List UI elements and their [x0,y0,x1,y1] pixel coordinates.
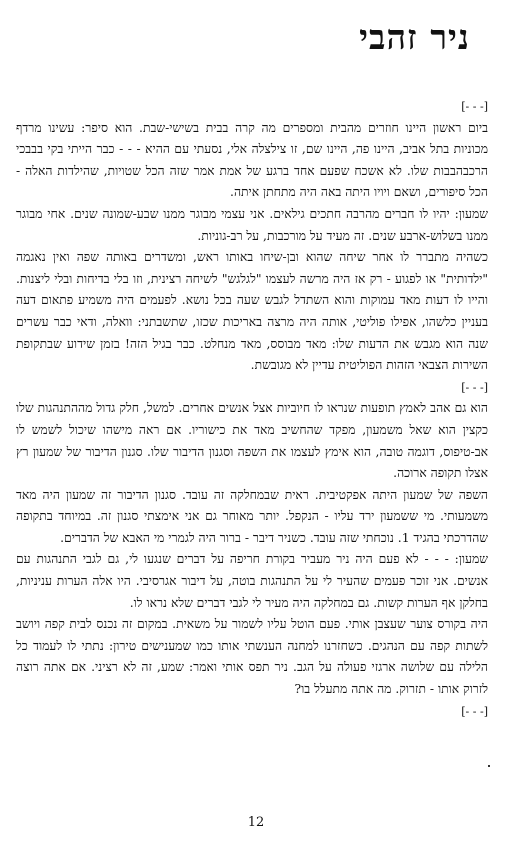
paragraph: הוא גם אהב לאמץ תופעות שנראו לו חיוביות אצל אנשים אחרים. למשל, חלק גדול מההתנהגות שלו כקצין הוא שאל משמעון, מפקד שהחשיב מאד את כישוריו. אם ראה מישהו שיכול לשמש לו אב-טיפוס, דוגמה טובה, הוא אימץ לעצמו את השפה וסגנון הדיבור שלו. סגנון הדיבור של שמעון רץ אצלו תקופה ארוכה. [16,401,488,481]
body-text [16,96,488,722]
paragraph: כשהיה מתברר לו אחר שיחה שהוא ובן-שיחו באותו ראש, ומשדרים באותה שפה ואין נאגמה "ילדותית" או לפגוע - רק אז היה מרשה לעצמו "לגלגש" לשיחה רצינית, וזו בלי בדיחות ובלי ליצנות. והייו לו דעות מאד עמוקות והוא השתדל לגבש שעה בכל נושא. לפעמים היה משמיע פתאום דעה בעניין כלשהו, אפילו פוליטי, אותה היה מרצה באריכות שכזו, שתשבתני: וואלה, ודאי כבר עשרים שנה הוא מגבש את הדעות שלו: מאד מבוסס, מאד מנחלט. כבר בגיל הזה! בזמן שידוע שבתקופת השירות הצבאי הזהות הפוליטית עדיין לא מגובשת. [16,250,488,373]
omission-marker-end: [- - -] [461,704,488,718]
omission-marker-middle: [- - -] [461,380,488,394]
page-title: ניר זהבי [359,18,470,58]
paragraph: ביום ראשון היינו חוזרים מהבית ומספרים מה קרה בבית בשישי-שבת. הוא סיפר: עשינו מרדף מכוניות בתל אביב, היינו פה, היינו שם, זו צילצלה אלי, נסעתי עם ההיא - - - כבר הייתי בקי בבבכי הרכבהבבות שלו. לא אשכח שפעם אחד ברגע של אמת אמר שזה הכל שטויות, שהילדות האלה - הכל סיפורים, ושאם ויויו היתה באה היה מתחתן איתה. [16,120,488,200]
stray-dot [488,765,490,767]
paragraph: שמעון: - - - לא פעם היה ניר מעביר בקורת חריפה על דברים שנגעו לי, גם לגבי התנהגות עם אנשים. אני זוכר פעמים שהעיר לי על התנהגות בוטה, על דיבור אגרסיבי. היו אלה הערות עניניות, בחלקן אף הערות קשות. גם במחלקה היה מעיר לי לגבי דברים שלא נראו לו. [16,552,488,610]
paragraph: שמעון: יהיו לו חברים מהרבה חתכים גילאים. אני עצמי מבוגר ממנו שבע-שמונה שנים. אחי מבוגר ממנו בשלוש-ארבע שנים. זה מעיד על מורכבות, על רב-גוניות. [16,206,488,243]
page-number: 12 [247,815,265,830]
omission-marker-top: [- - -] [461,100,488,113]
paragraph: היה בקורס צוער שעצבן אותי. פעם הוטל עליו לשמור על משאית. במקום זה נכנס לבית קפה ויושב לשתות קפה עם הנהגים. כשחזרנו למחנה הענשתי אותו כמו שמענישים טירון: נתתי לו לעמוד כל הלילה עם שלושה ארגזי פעולה על הגב. ניר תפס אותי ואמר: שמע, זה לא רציני. אם אתה רוצה לזרוק אותו - תזרוק. מה אתה מתעלל בו? [16,617,488,697]
paragraph: השפה של שמעון היתה אפקטיבית. ראית שבמחלקה זה עובד. סגנון הדיבור זה שמעון היה מאד משמעותי. מי ששמעון ירד עליו - הנקפל. יותר מאוחר גם אני אימצתי סגנון זה. במיוחד בתקופה שהדרכתי בהגיד 1. נוכחתי שזה עובד. כשניר דיבר - ברור היה לגמרי מי האבא של הדברים. [16,487,488,545]
